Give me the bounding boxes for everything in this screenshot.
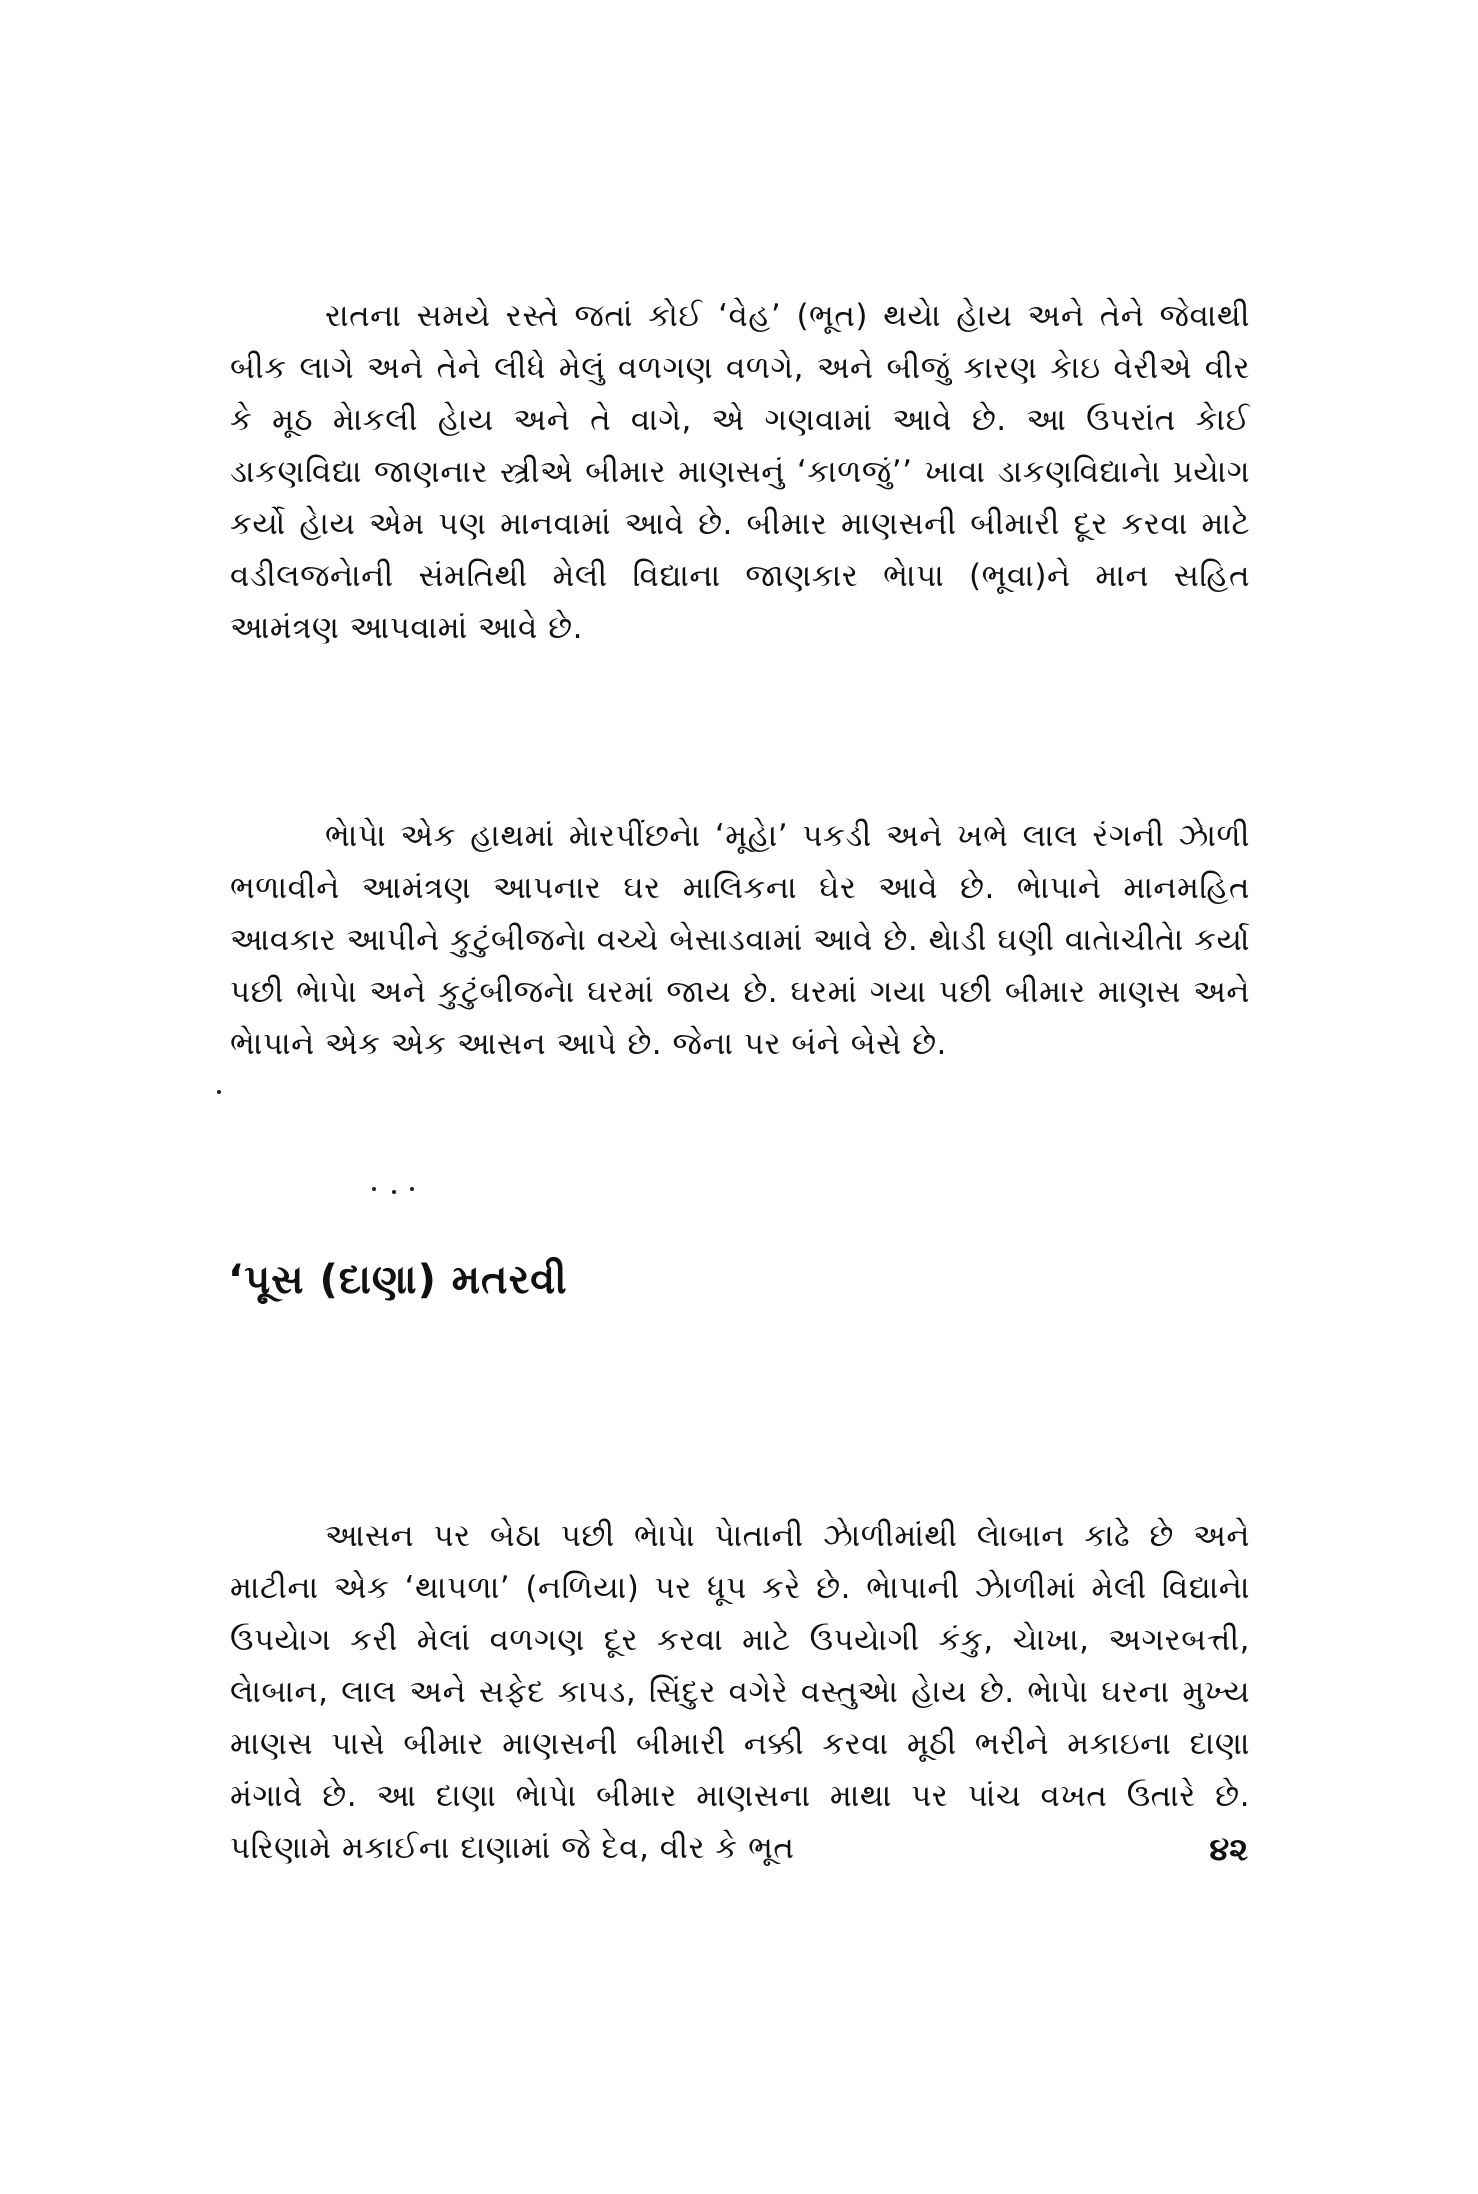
page-number: ૪૨ bbox=[1209, 1830, 1248, 1868]
paragraph-3: આસન પર બેઠા પછી ભેાપેા પેાતાની ઝેાળીમાંથી લેાબાન કાઢે છે અને માટીના એક ‘થાપળા’ (નળિયા) પર ધૂપ કરે છે. ભેાપાની ઝેાળીમાં મેલી વિદ્યાનેા ઉપયેાગ કરી મેલાં વળગણ દૂર કરવા માટે ઉપયેાગી કંકુ, ચેાખા, અગરબત્તી, લેાબાન, લાલ અને સફેદ કાપડ, સિંદુર વગેરે વસ્તુએા હેાય છે. ભેાપેા ઘરના મુખ્ય માણસ પાસે બીમાર માણસની બીમારી નક્કી કરવા મૂઠી ભરીને મકાઇના દાણા મંગાવે છે. આ દાણા ભેાપેા બીમાર માણસના માથા પર પાંચ વખત ઉતારે છે. પરિણામે મકાઈના દાણામાં જે દેવ, વીર કે ભૂત bbox=[230, 1518, 1250, 1866]
section-heading: ‘પૂસ (દાણા) મતરવી bbox=[228, 1257, 568, 1303]
paragraph-1: રાતના સમયે રસ્તે જતાં કોઈ ‘વેહ’ (ભૂત) થયેા હેાય અને તેને જેવાથી બીક લાગે અને તેને લીધે મેલું વળગણ વળગે, અને બીજું કારણ કેાઇ વેરીએ વીર કે મૂઠ મેાકલી હેાય અને તે વાગે, એ ગણવામાં આવે છે. આ ઉપરાંત કેાઈ ડાકણવિદ્યા જાણનાર સ્ત્રીએ બીમાર માણસનું ‘કાળજું’’ ખાવા ડાકણવિદ્યાનેા પ્રયેાગ કર્યો હેાય એમ પણ માનવામાં આવે છે. બીમાર માણસની બીમારી દૂર કરવા માટે વડીલજનેાની સંમતિથી મેલી વિદ્યાના જાણકાર ભેાપા (ભૂવા)ને માન સહિત આમંત્રણ આપવામાં આવે છે. bbox=[230, 298, 1250, 646]
scan-speck bbox=[372, 1187, 376, 1191]
scan-speck bbox=[392, 1190, 396, 1194]
scan-speck bbox=[217, 1090, 221, 1094]
scan-speck bbox=[410, 1187, 414, 1191]
paragraph-2: ભેાપેા એક હાથમાં મેારપીંછનેા ‘મૂહેા’ પકડી અને ખભે લાલ રંગની ઝેાળી ભળાવીને આમંત્રણ આપનાર ઘર માલિકના ઘેર આવે છે. ભેાપાને માનમહિત આવકાર આપીને કુટુંબીજનેા વચ્ચે બેસાડવામાં આવે છે. થેાડી ઘણી વાતેાચીતેા કર્યા પછી ભેાપેા અને કુટુંબીજનેા ઘરમાં જાય છે. ઘરમાં ગયા પછી બીમાર માણસ અને ભેાપાને એક એક આસન આપે છે. જેના પર બંને બેસે છે. bbox=[230, 818, 1250, 1062]
